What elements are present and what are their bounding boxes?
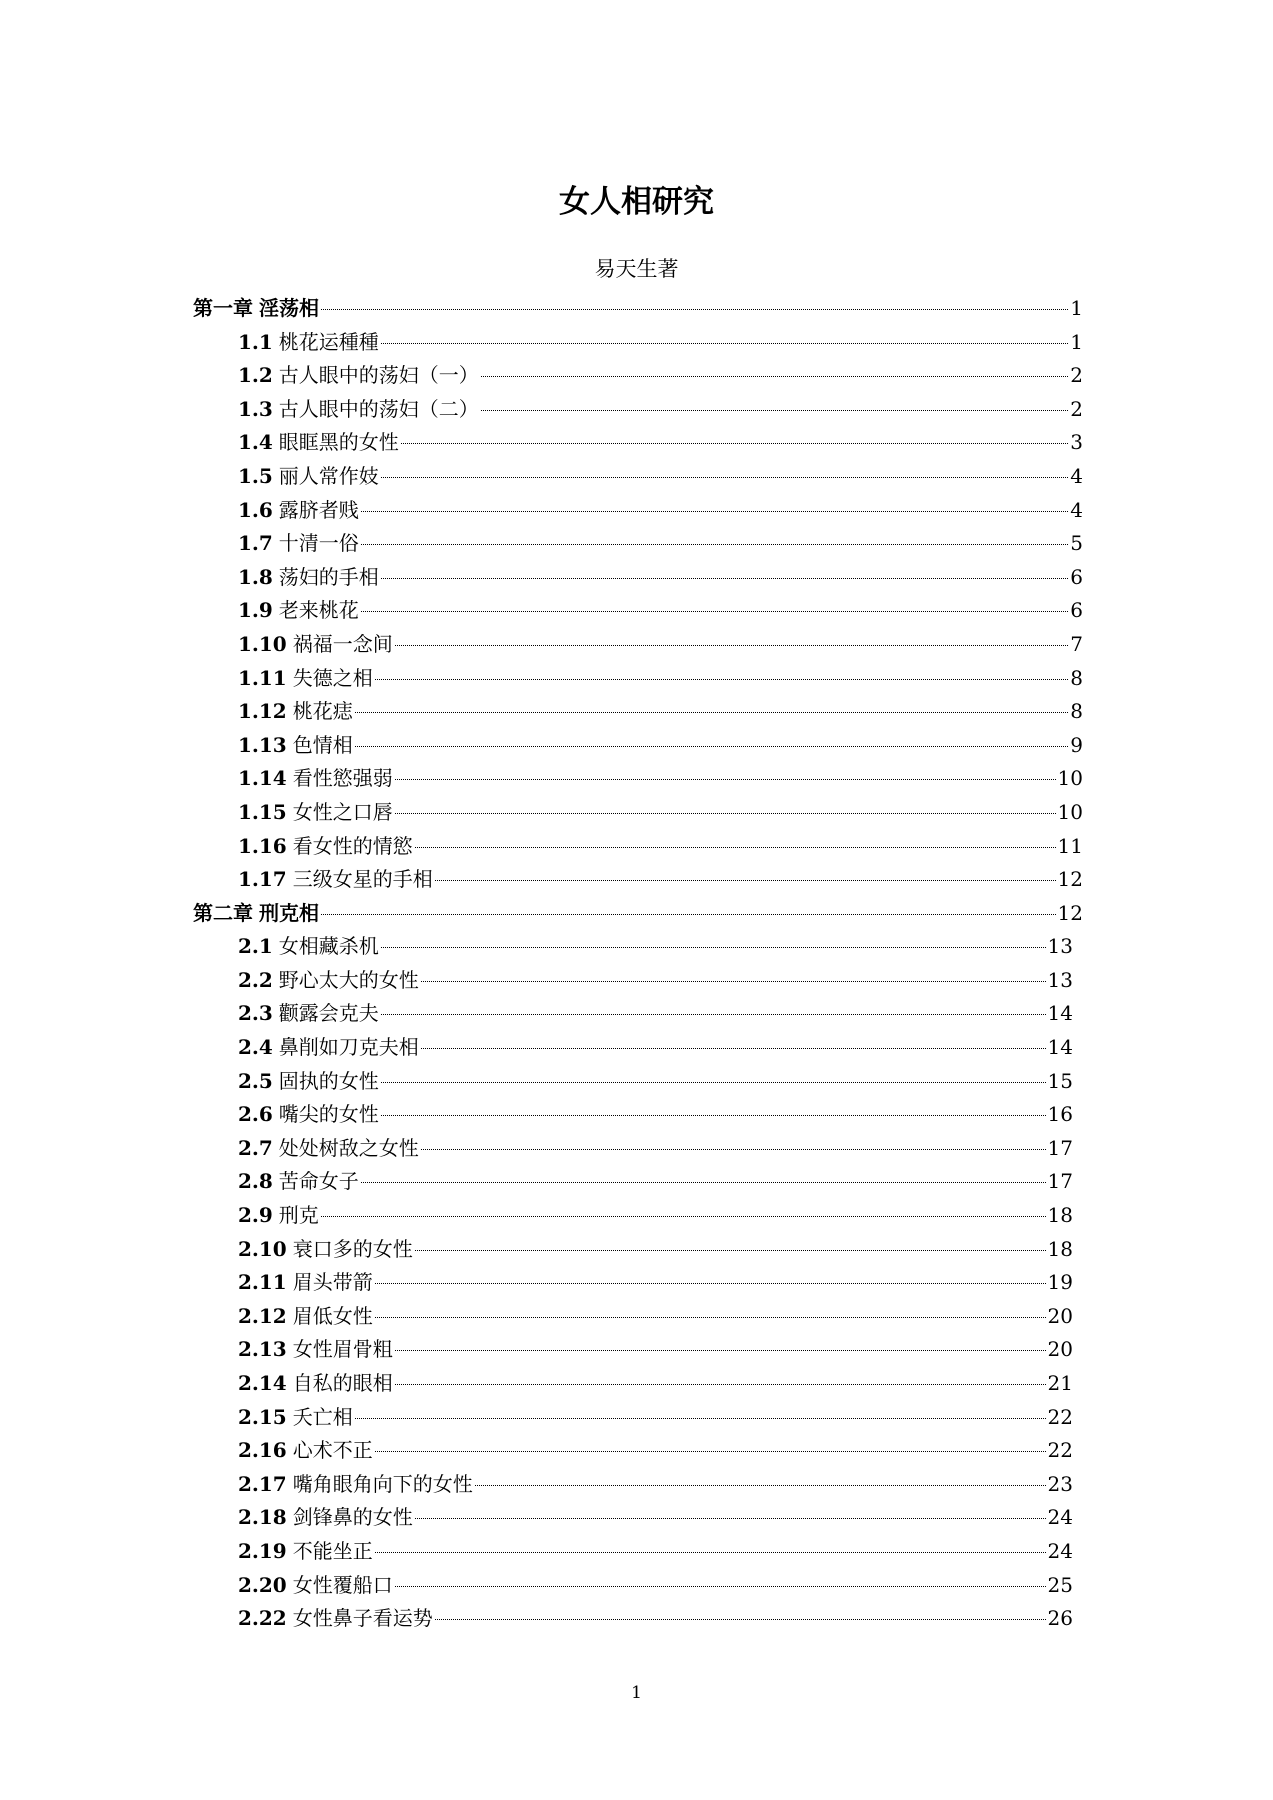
toc-entry-page: 20	[1047, 1303, 1073, 1328]
toc-dot-leader	[435, 880, 1056, 881]
toc-entry-number: 1.4	[238, 430, 273, 455]
toc-entry-title: 丽人常作妓	[278, 463, 379, 488]
toc-entry-title: 眼眶黑的女性	[278, 430, 399, 455]
toc-entry-number: 第二章	[193, 900, 253, 925]
toc-entry-page: 3	[1070, 430, 1083, 455]
toc-section-entry[interactable]	[238, 393, 1083, 427]
toc-entry-page: 7	[1070, 631, 1083, 656]
toc-section-entry[interactable]	[238, 1367, 1073, 1401]
toc-entry-page: 22	[1047, 1404, 1073, 1429]
toc-section-entry[interactable]	[238, 662, 1083, 696]
toc-section-entry[interactable]	[238, 1199, 1073, 1233]
document-title: 女人相研究	[559, 184, 714, 220]
toc-entry-number: 2.16	[238, 1438, 287, 1463]
toc-section-entry[interactable]	[238, 1569, 1073, 1603]
toc-section-entry[interactable]	[238, 1535, 1073, 1569]
toc-entry-page: 10	[1057, 766, 1083, 791]
toc-entry-page: 12	[1057, 900, 1083, 925]
toc-entry-page: 8	[1070, 699, 1083, 724]
toc-section-entry[interactable]	[238, 1468, 1073, 1502]
toc-entry-page: 13	[1047, 934, 1073, 959]
toc-entry-number: 2.11	[238, 1270, 287, 1295]
toc-entry-number: 2.12	[238, 1303, 287, 1328]
toc-entry-page: 15	[1047, 1068, 1073, 1093]
toc-entry-title: 色情相	[292, 732, 353, 757]
toc-section-entry[interactable]	[238, 1098, 1073, 1132]
toc-dot-leader	[375, 1283, 1046, 1284]
toc-chapter-entry[interactable]	[193, 897, 1083, 931]
toc-entry-page: 18	[1047, 1236, 1073, 1261]
toc-dot-leader	[361, 611, 1068, 612]
toc-entry-page: 10	[1057, 799, 1083, 824]
toc-section-entry[interactable]	[238, 1401, 1073, 1435]
toc-section-entry[interactable]	[238, 1434, 1073, 1468]
toc-entry-page: 17	[1047, 1169, 1073, 1194]
toc-entry-number: 1.13	[238, 732, 287, 757]
toc-section-entry[interactable]	[238, 1132, 1073, 1166]
toc-entry-number: 2.19	[238, 1538, 287, 1563]
toc-dot-leader	[361, 511, 1068, 512]
toc-entry-title: 女相藏杀机	[278, 934, 379, 959]
toc-entry-page: 20	[1047, 1337, 1073, 1362]
toc-entry-page: 11	[1057, 833, 1083, 858]
toc-dot-leader	[481, 410, 1068, 411]
toc-entry-number: 2.7	[238, 1135, 273, 1160]
toc-section-entry[interactable]	[238, 594, 1083, 628]
toc-entry-page: 21	[1047, 1371, 1073, 1395]
toc-entry-title: 荡妇的手相	[278, 564, 379, 589]
toc-section-entry[interactable]	[238, 729, 1083, 763]
toc-entry-page: 23	[1047, 1471, 1073, 1496]
toc-entry-page: 1	[1070, 296, 1083, 320]
toc-entry-title: 女性之口唇	[292, 799, 393, 824]
toc-dot-leader	[355, 712, 1069, 713]
toc-entry-number: 1.10	[238, 631, 287, 656]
toc-dot-leader	[381, 1014, 1046, 1015]
toc-entry-number: 1.2	[238, 363, 273, 388]
toc-entry-number: 1.8	[238, 564, 273, 589]
toc-section-entry[interactable]	[238, 1065, 1073, 1099]
toc-entry-number: 2.8	[238, 1169, 273, 1194]
toc-dot-leader	[435, 1619, 1046, 1620]
toc-dot-leader	[475, 1485, 1046, 1486]
toc-dot-leader	[421, 1048, 1046, 1049]
toc-section-entry[interactable]	[238, 1300, 1073, 1334]
toc-entry-page: 24	[1047, 1505, 1073, 1530]
toc-dot-leader	[395, 645, 1069, 646]
toc-entry-number: 1.7	[238, 531, 273, 556]
toc-entry-number: 1.9	[238, 598, 273, 623]
toc-dot-leader	[321, 1216, 1046, 1217]
toc-entry-title: 剑锋鼻的女性	[292, 1505, 413, 1530]
toc-entry-title: 自私的眼相	[292, 1371, 393, 1395]
toc-entry-title: 三级女星的手相	[292, 867, 433, 892]
toc-section-entry[interactable]	[238, 527, 1083, 561]
toc-entry-number: 2.1	[238, 934, 273, 959]
toc-entry-number: 2.3	[238, 1001, 273, 1026]
toc-section-entry[interactable]	[238, 863, 1083, 897]
toc-entry-number: 1.5	[238, 463, 273, 488]
toc-entry-page: 4	[1070, 463, 1083, 488]
toc-entry-number: 1.17	[238, 867, 287, 892]
toc-section-entry[interactable]	[238, 762, 1083, 796]
toc-dot-leader	[321, 309, 1068, 310]
toc-entry-number: 2.14	[238, 1371, 287, 1395]
toc-entry-title: 祸福一念间	[292, 631, 393, 656]
toc-section-entry[interactable]	[238, 326, 1083, 360]
toc-entry-number: 1.15	[238, 799, 287, 824]
toc-entry-page: 14	[1047, 1001, 1073, 1026]
page-number-footer: 1	[631, 1683, 642, 1703]
table-of-contents	[0, 292, 1273, 1636]
toc-entry-title: 眉头带箭	[292, 1270, 373, 1295]
toc-entry-page: 2	[1070, 396, 1083, 421]
toc-entry-page: 5	[1070, 531, 1083, 556]
toc-entry-number: 第一章	[193, 296, 253, 320]
toc-entry-title: 失德之相	[292, 665, 373, 690]
toc-entry-title: 淫荡相	[259, 296, 319, 320]
toc-section-entry[interactable]	[238, 1233, 1073, 1267]
toc-entry-title: 古人眼中的荡妇（二）	[278, 396, 479, 421]
toc-entry-page: 2	[1070, 363, 1083, 388]
toc-dot-leader	[415, 847, 1056, 848]
toc-entry-title: 刑克相	[259, 900, 319, 925]
toc-section-entry[interactable]	[238, 1501, 1073, 1535]
toc-entry-title: 桃花运種種	[278, 329, 379, 354]
toc-entry-title: 眉低女性	[292, 1303, 373, 1328]
toc-dot-leader	[321, 914, 1056, 915]
toc-entry-page: 6	[1070, 598, 1083, 623]
toc-entry-number: 2.6	[238, 1102, 273, 1127]
toc-dot-leader	[375, 679, 1069, 680]
toc-entry-title: 十清一俗	[278, 531, 359, 556]
toc-entry-number: 1.16	[238, 833, 287, 858]
toc-entry-title: 处处树敌之女性	[278, 1135, 419, 1160]
toc-section-entry[interactable]	[238, 426, 1083, 460]
toc-section-entry[interactable]	[238, 1165, 1073, 1199]
toc-section-entry[interactable]	[238, 1602, 1073, 1636]
toc-entry-title: 苦命女子	[278, 1169, 359, 1194]
toc-entry-title: 桃花痣	[292, 699, 353, 724]
toc-entry-page: 8	[1070, 665, 1083, 690]
toc-entry-page: 24	[1047, 1538, 1073, 1563]
toc-dot-leader	[381, 1115, 1046, 1116]
toc-dot-leader	[361, 544, 1068, 545]
toc-entry-number: 1.1	[238, 329, 273, 354]
toc-entry-page: 17	[1047, 1135, 1073, 1160]
toc-entry-title: 野心太大的女性	[278, 967, 419, 992]
toc-dot-leader	[355, 746, 1069, 747]
toc-entry-number: 2.10	[238, 1236, 287, 1261]
toc-dot-leader	[381, 343, 1068, 344]
toc-entry-page: 26	[1047, 1606, 1073, 1631]
toc-entry-number: 2.15	[238, 1404, 287, 1429]
toc-dot-leader	[415, 1518, 1046, 1519]
toc-section-entry[interactable]	[238, 695, 1083, 729]
toc-entry-title: 固执的女性	[278, 1068, 379, 1093]
toc-dot-leader	[395, 1384, 1046, 1385]
toc-section-entry[interactable]	[238, 628, 1083, 662]
toc-dot-leader	[381, 947, 1046, 948]
toc-section-entry[interactable]	[238, 830, 1083, 864]
toc-dot-leader	[481, 376, 1068, 377]
toc-section-entry[interactable]	[238, 1031, 1073, 1065]
document-author: 易天生著	[594, 257, 679, 281]
toc-entry-number: 1.11	[238, 665, 287, 690]
toc-entry-title: 老来桃花	[278, 598, 359, 623]
toc-entry-number: 2.13	[238, 1337, 287, 1362]
toc-entry-title: 看性慾强弱	[292, 766, 393, 791]
toc-entry-number: 1.6	[238, 497, 273, 522]
toc-dot-leader	[395, 813, 1056, 814]
toc-entry-title: 嘴角眼角向下的女性	[292, 1471, 473, 1496]
toc-dot-leader	[361, 1182, 1046, 1183]
toc-entry-title: 古人眼中的荡妇（一）	[278, 363, 479, 388]
toc-chapter-entry[interactable]	[193, 292, 1083, 326]
toc-entry-number: 2.18	[238, 1505, 287, 1530]
toc-entry-title: 夭亡相	[292, 1404, 353, 1429]
toc-entry-page: 19	[1047, 1270, 1073, 1295]
toc-section-entry[interactable]	[238, 796, 1083, 830]
toc-section-entry[interactable]	[238, 964, 1073, 998]
toc-entry-title: 颧露会克夫	[278, 1001, 379, 1026]
toc-dot-leader	[375, 1317, 1046, 1318]
toc-entry-title: 看女性的情慾	[292, 833, 413, 858]
toc-entry-number: 2.4	[238, 1035, 273, 1060]
toc-entry-title: 女性鼻子看运势	[292, 1606, 433, 1631]
toc-dot-leader	[395, 1350, 1046, 1351]
toc-entry-number: 2.20	[238, 1572, 287, 1597]
toc-entry-page: 12	[1057, 867, 1083, 892]
toc-section-entry[interactable]	[238, 1333, 1073, 1367]
toc-entry-page: 6	[1070, 564, 1083, 589]
toc-entry-page: 13	[1047, 967, 1073, 992]
toc-entry-title: 女性覆船口	[292, 1572, 393, 1597]
toc-entry-number: 2.5	[238, 1068, 273, 1093]
toc-dot-leader	[421, 1149, 1046, 1150]
toc-entry-page: 22	[1047, 1438, 1073, 1463]
toc-dot-leader	[395, 779, 1056, 780]
toc-dot-leader	[401, 443, 1068, 444]
toc-entry-page: 25	[1047, 1572, 1073, 1597]
toc-section-entry[interactable]	[238, 997, 1073, 1031]
toc-dot-leader	[381, 578, 1068, 579]
toc-dot-leader	[381, 477, 1068, 478]
toc-entry-title: 衰口多的女性	[292, 1236, 413, 1261]
toc-entry-number: 2.22	[238, 1606, 287, 1631]
toc-dot-leader	[355, 1418, 1046, 1419]
toc-section-entry[interactable]	[238, 561, 1083, 595]
toc-entry-page: 16	[1047, 1102, 1073, 1127]
toc-entry-title: 心术不正	[292, 1438, 373, 1463]
toc-entry-title: 不能坐正	[292, 1538, 373, 1563]
toc-section-entry[interactable]	[238, 1266, 1073, 1300]
toc-entry-page: 18	[1047, 1203, 1073, 1228]
toc-section-entry[interactable]	[238, 359, 1083, 393]
toc-entry-title: 鼻削如刀克夫相	[278, 1035, 419, 1060]
toc-section-entry[interactable]	[238, 460, 1083, 494]
toc-entry-page: 4	[1070, 497, 1083, 522]
toc-dot-leader	[421, 981, 1046, 982]
toc-dot-leader	[395, 1586, 1046, 1587]
toc-entry-number: 2.9	[238, 1203, 273, 1228]
toc-section-entry[interactable]	[238, 930, 1073, 964]
toc-entry-page: 9	[1070, 732, 1083, 757]
toc-entry-title: 露脐者贱	[278, 497, 359, 522]
toc-entry-title: 女性眉骨粗	[292, 1337, 393, 1362]
toc-entry-number: 1.3	[238, 396, 273, 421]
toc-entry-title: 刑克	[278, 1203, 319, 1228]
toc-dot-leader	[415, 1250, 1046, 1251]
toc-entry-title: 嘴尖的女性	[278, 1102, 379, 1127]
toc-entry-page: 1	[1070, 329, 1083, 354]
toc-dot-leader	[375, 1552, 1046, 1553]
toc-section-entry[interactable]	[238, 494, 1083, 528]
toc-entry-number: 2.2	[238, 967, 273, 992]
toc-entry-number: 2.17	[238, 1471, 287, 1496]
toc-entry-page: 14	[1047, 1035, 1073, 1060]
toc-dot-leader	[375, 1451, 1046, 1452]
toc-entry-number: 1.12	[238, 699, 287, 724]
toc-dot-leader	[381, 1082, 1046, 1083]
toc-entry-number: 1.14	[238, 766, 287, 791]
